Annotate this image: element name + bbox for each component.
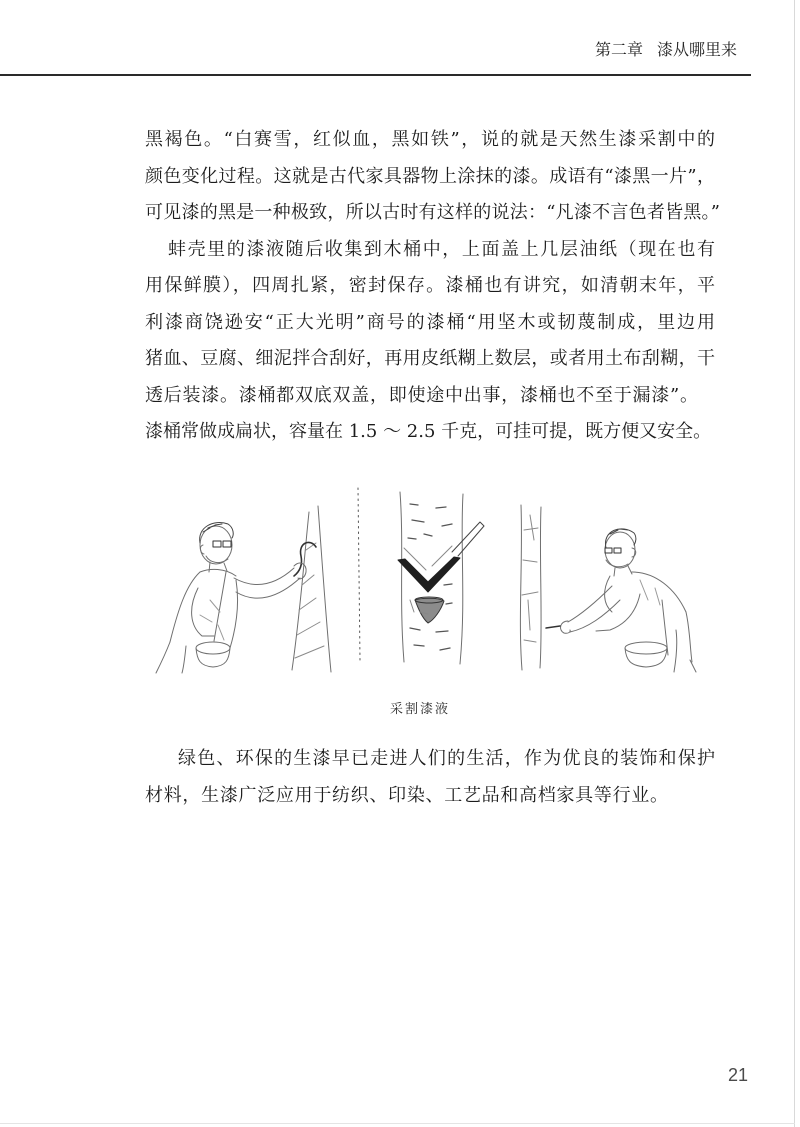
illustration-right-collector (520, 505, 696, 672)
tapper-glasses (223, 541, 231, 547)
collector-legs (674, 630, 696, 672)
collector-torso (605, 576, 612, 612)
paragraph-3 (145, 740, 715, 814)
tapper-glasses (213, 541, 221, 547)
collector-glasses (614, 548, 621, 553)
tapper-legs (156, 642, 186, 673)
trunk-edge (460, 494, 463, 664)
collector-head (605, 532, 635, 568)
paragraph-line: 可见漆的黑是一种极致，所以古时有这样的说法：“凡漆不言色者皆黑。” (145, 202, 720, 223)
tapper-hand (294, 563, 306, 579)
collector-arm (568, 586, 620, 632)
collector-hand (561, 621, 571, 633)
trunk-edge (400, 492, 404, 662)
tree-trunk-edge (292, 512, 309, 670)
paragraph-line: 黑褐色。“白赛雪，红似血，黑如铁”，说的就是天然生漆采割中的 (145, 129, 715, 150)
chapter-number: 第二章 (594, 40, 643, 59)
waist-bucket (196, 642, 230, 654)
tree-trunk-edge (540, 507, 541, 668)
illustration-left-tapper (156, 506, 331, 673)
bark-hatching (522, 515, 538, 642)
figure-caption: 采割漆液 (389, 702, 450, 717)
paragraph-1 (145, 122, 720, 232)
illustration-lacquer-tapping (140, 480, 710, 680)
collecting-bucket-body (625, 648, 667, 667)
paragraph-line: 蚌壳里的漆液随后收集到木桶中，上面盖上几层油纸（现在也有 (168, 238, 715, 260)
paragraph-2 (145, 232, 720, 451)
body-text-lower (145, 740, 715, 814)
collector-back-arm (596, 594, 640, 631)
bark-hatching (295, 543, 324, 658)
paragraph-line: 材料，生漆广泛应用于纺织、印染、工艺品和高档家具等行业。 (145, 784, 668, 806)
tree-trunk-edge (318, 506, 331, 672)
header-rule (0, 74, 751, 76)
shirt-folds (640, 580, 660, 605)
paragraph-line: 颜色变化过程。这就是古代家具器物上涂抹的漆。成语有“漆黑一片”， (145, 165, 715, 187)
paragraph-line: 漆桶常做成扁状，容量在 1.5 ～ 2.5 千克，可挂可提，既方便又安全。 (145, 421, 712, 442)
tapper-back-arm (192, 588, 214, 636)
chapter-title: 漆从哪里来 (656, 40, 737, 59)
page-number: 21 (728, 1065, 749, 1085)
tapping-blade (452, 522, 484, 556)
page-edge-right (794, 0, 795, 1127)
waist-bucket-body (196, 648, 230, 667)
tapping-hook-tool (294, 542, 316, 576)
tapper-arm (234, 568, 300, 598)
tapper-face (200, 545, 228, 563)
illustration-middle-trunk (358, 488, 484, 664)
v-shaped-cut (398, 557, 460, 592)
paragraph-line: 猪血、豆腐、细泥拌合刮好，再用皮纸糊上数层，或者用土布刮糊，干 (145, 348, 715, 369)
collector-glasses (605, 548, 612, 553)
collector-back (632, 572, 686, 612)
paragraph-line: 利漆商饶逊安“正大光明”商号的漆桶“用坚木或韧蔑制成，里边用 (145, 311, 715, 333)
page-edge-bottom (0, 1123, 795, 1124)
dotted-guide-line (358, 488, 360, 660)
paragraph-line: 绿色、环保的生漆早已走进人们的生活，作为优良的装饰和保护 (178, 747, 715, 769)
collecting-bucket (625, 642, 667, 654)
illustration-sketch (140, 480, 710, 680)
paragraph-line: 用保鲜膜），四周扎紧，密封保存。漆桶也有讲究，如清朝末年，平 (145, 275, 715, 296)
tapper-head (200, 526, 232, 564)
body-text-upper (145, 122, 720, 451)
paragraph-line: 透后装漆。漆桶都双底双盖，即使途中出事，漆桶也不至于漏漆”。 (145, 384, 698, 406)
running-head (595, 38, 737, 62)
tree-trunk-edge (520, 505, 522, 670)
scraping-tool (546, 626, 560, 628)
